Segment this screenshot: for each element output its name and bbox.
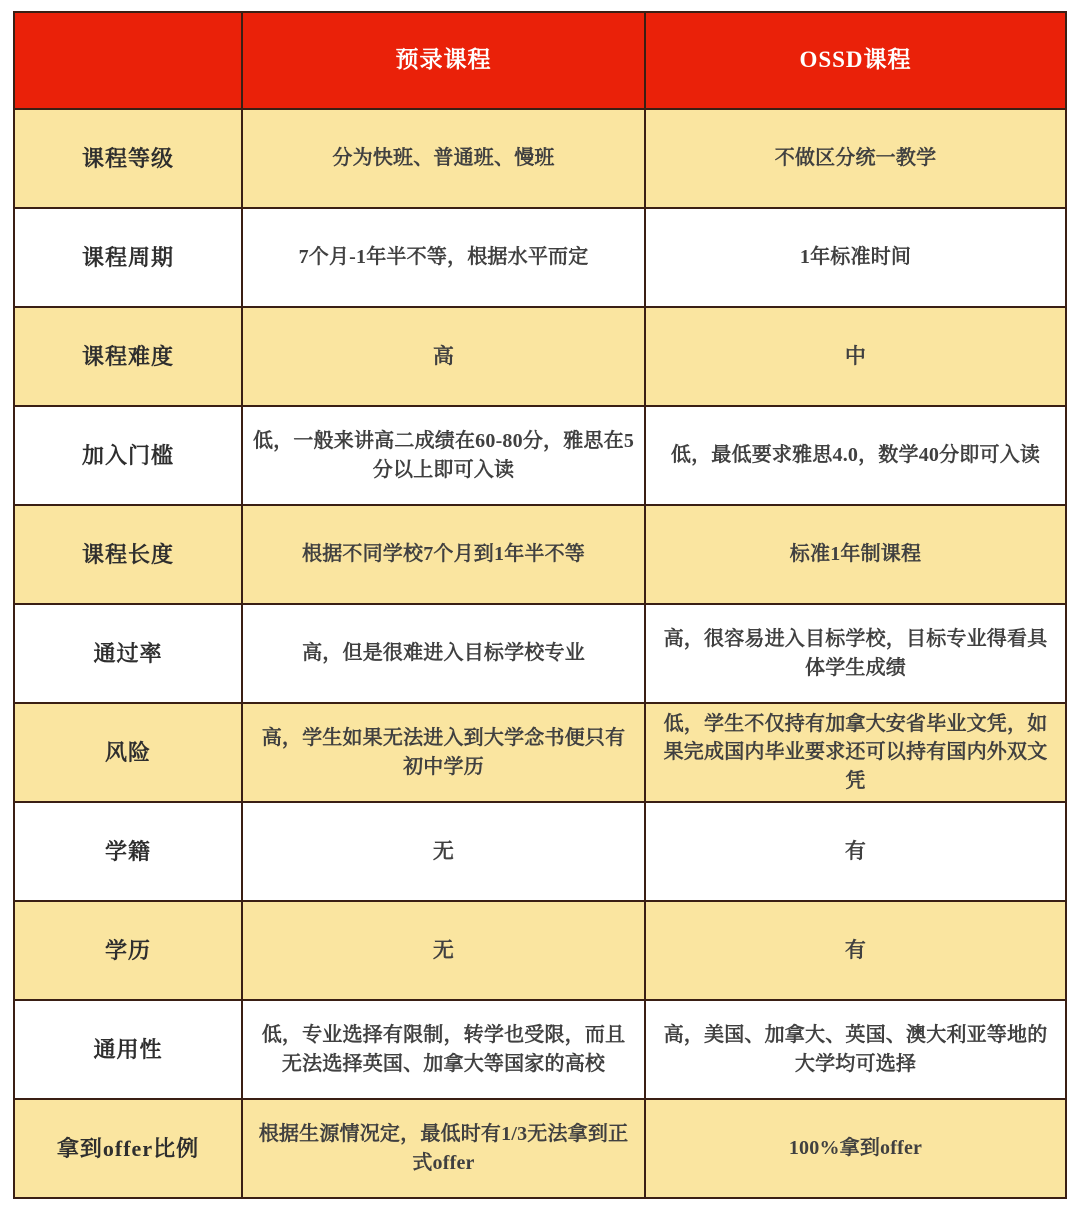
row-label-cell: 加入门槛 bbox=[14, 406, 242, 505]
table-row bbox=[14, 109, 1066, 208]
row-value-preadmission: 根据生源情况定，最低时有1/3无法拿到正式offer bbox=[242, 1099, 645, 1198]
row-label-cell: 学籍 bbox=[14, 802, 242, 901]
row-value-ossd: 高，很容易进入目标学校，目标专业得看具体学生成绩 bbox=[645, 604, 1066, 703]
header-col-preadmission: 预录课程 bbox=[242, 12, 645, 109]
course-comparison-table bbox=[13, 11, 1067, 1199]
row-value-preadmission: 高，但是很难进入目标学校专业 bbox=[242, 604, 645, 703]
row-value-preadmission: 高，学生如果无法进入到大学念书便只有初中学历 bbox=[242, 703, 645, 802]
row-label-cell: 通过率 bbox=[14, 604, 242, 703]
row-value-preadmission: 低，专业选择有限制，转学也受限，而且无法选择英国、加拿大等国家的高校 bbox=[242, 1000, 645, 1099]
table-row bbox=[14, 802, 1066, 901]
row-label-cell: 课程等级 bbox=[14, 109, 242, 208]
row-label-cell: 通用性 bbox=[14, 1000, 242, 1099]
row-value-ossd: 100%拿到offer bbox=[645, 1099, 1066, 1198]
row-value-ossd: 低，学生不仅持有加拿大安省毕业文凭，如果完成国内毕业要求还可以持有国内外双文凭 bbox=[645, 703, 1066, 802]
table-body bbox=[14, 109, 1066, 1198]
table-row bbox=[14, 208, 1066, 307]
table-row bbox=[14, 1099, 1066, 1198]
header-col-ossd: OSSD课程 bbox=[645, 12, 1066, 109]
table-row bbox=[14, 901, 1066, 1000]
row-label-cell: 风险 bbox=[14, 703, 242, 802]
table-row bbox=[14, 703, 1066, 802]
row-value-ossd: 中 bbox=[645, 307, 1066, 406]
header-corner-cell bbox=[14, 12, 242, 109]
row-value-preadmission: 无 bbox=[242, 802, 645, 901]
table-row bbox=[14, 406, 1066, 505]
row-label-cell: 学历 bbox=[14, 901, 242, 1000]
row-value-preadmission: 无 bbox=[242, 901, 645, 1000]
row-value-preadmission: 7个月-1年半不等，根据水平而定 bbox=[242, 208, 645, 307]
row-value-preadmission: 低，一般来讲高二成绩在60-80分，雅思在5分以上即可入读 bbox=[242, 406, 645, 505]
row-label-cell: 拿到offer比例 bbox=[14, 1099, 242, 1198]
row-value-ossd: 低，最低要求雅思4.0，数学40分即可入读 bbox=[645, 406, 1066, 505]
row-value-ossd: 1年标准时间 bbox=[645, 208, 1066, 307]
row-value-ossd: 有 bbox=[645, 802, 1066, 901]
row-label-cell: 课程难度 bbox=[14, 307, 242, 406]
row-value-ossd: 标准1年制课程 bbox=[645, 505, 1066, 604]
table-row bbox=[14, 307, 1066, 406]
table-header bbox=[14, 12, 1066, 109]
table-row bbox=[14, 604, 1066, 703]
row-label-cell: 课程周期 bbox=[14, 208, 242, 307]
header-row bbox=[14, 12, 1066, 109]
table-row bbox=[14, 505, 1066, 604]
row-value-ossd: 不做区分统一教学 bbox=[645, 109, 1066, 208]
row-value-ossd: 高，美国、加拿大、英国、澳大利亚等地的大学均可选择 bbox=[645, 1000, 1066, 1099]
row-label-cell: 课程长度 bbox=[14, 505, 242, 604]
table-row bbox=[14, 1000, 1066, 1099]
row-value-preadmission: 高 bbox=[242, 307, 645, 406]
row-value-preadmission: 分为快班、普通班、慢班 bbox=[242, 109, 645, 208]
row-value-ossd: 有 bbox=[645, 901, 1066, 1000]
row-value-preadmission: 根据不同学校7个月到1年半不等 bbox=[242, 505, 645, 604]
